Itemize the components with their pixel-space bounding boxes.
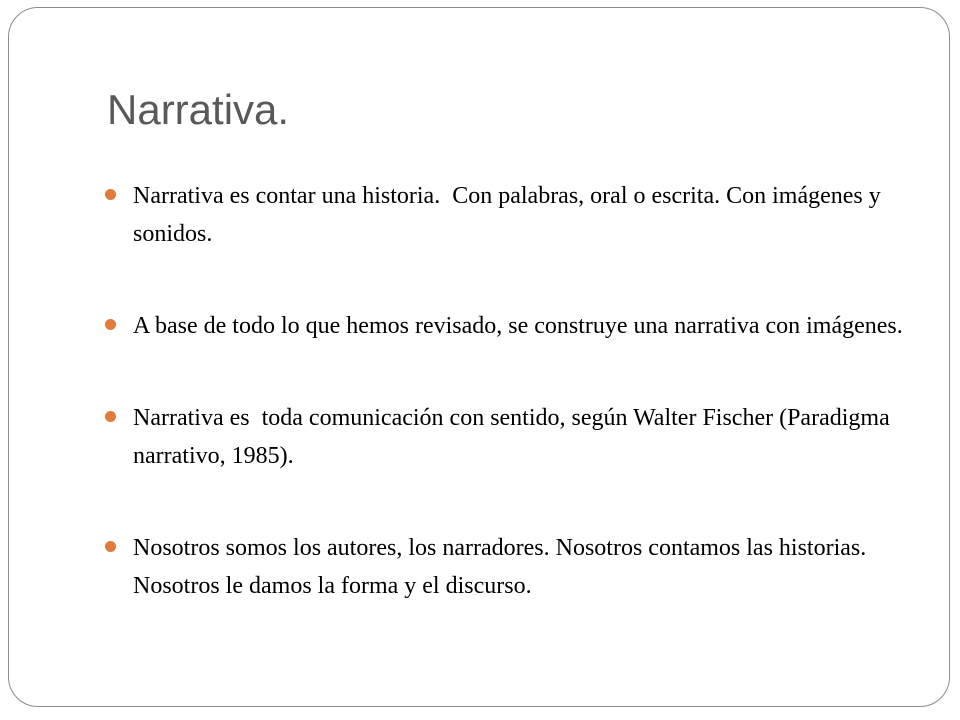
bullet-dot-icon xyxy=(105,319,116,330)
bullet-item xyxy=(105,307,915,345)
slide-title: Narrativa. xyxy=(107,86,290,133)
bullet-text: Narrativa es toda comunicación con sentido, según Walter Fischer (Paradigma narrativo, 1985). xyxy=(133,405,896,469)
bullet-text: Narrativa es contar una historia. Con palabras, oral o escrita. Con imágenes y sonidos. xyxy=(133,183,887,247)
bullet-dot-icon xyxy=(105,189,116,200)
bullet-text: A base de todo lo que hemos revisado, se construye una narrativa con imágenes. xyxy=(133,313,903,339)
bullet-dot-icon xyxy=(105,411,116,422)
bullet-dot-icon xyxy=(105,541,116,552)
bullet-item xyxy=(105,399,915,475)
bullet-item xyxy=(105,177,915,253)
bullet-list xyxy=(105,177,915,605)
bullet-text: Nosotros somos los autores, los narradores. Nosotros contamos las historias. Nosotros le damos la forma y el discurso. xyxy=(133,535,879,599)
bullet-item xyxy=(105,529,915,605)
